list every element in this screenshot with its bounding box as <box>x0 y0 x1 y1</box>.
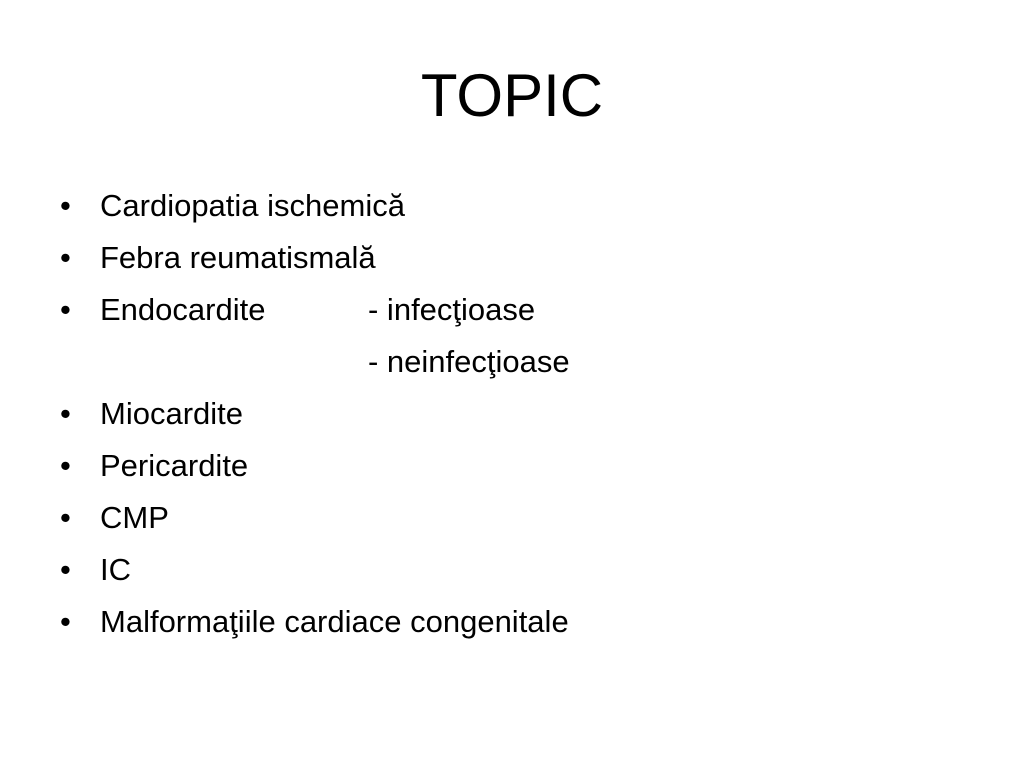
list-item-label: Febra reumatismală <box>100 240 376 275</box>
bullet-icon: • <box>60 396 71 431</box>
list-item-label: Pericardite <box>100 448 249 483</box>
list-item-label: Miocardite <box>100 396 243 431</box>
bullet-icon: • <box>60 604 71 639</box>
bullet-icon: • <box>60 188 71 223</box>
slide-title: TOPIC <box>420 62 604 129</box>
bullet-icon: • <box>60 448 71 483</box>
bullet-icon: • <box>60 552 71 587</box>
list-item-subtype: - infecţioase <box>368 292 536 327</box>
list-item-subtype: - neinfecţioase <box>368 344 570 379</box>
list-item-label: IC <box>100 552 131 587</box>
list-item-label: Malformaţiile cardiace congenitale <box>100 604 569 639</box>
list-item-label: Endocardite <box>100 292 266 327</box>
bullet-icon: • <box>60 240 71 275</box>
list-item-label: Cardiopatia ischemică <box>100 188 405 223</box>
list-item-label: CMP <box>100 500 169 535</box>
bullet-icon: • <box>60 500 71 535</box>
bullet-icon: • <box>60 292 71 327</box>
